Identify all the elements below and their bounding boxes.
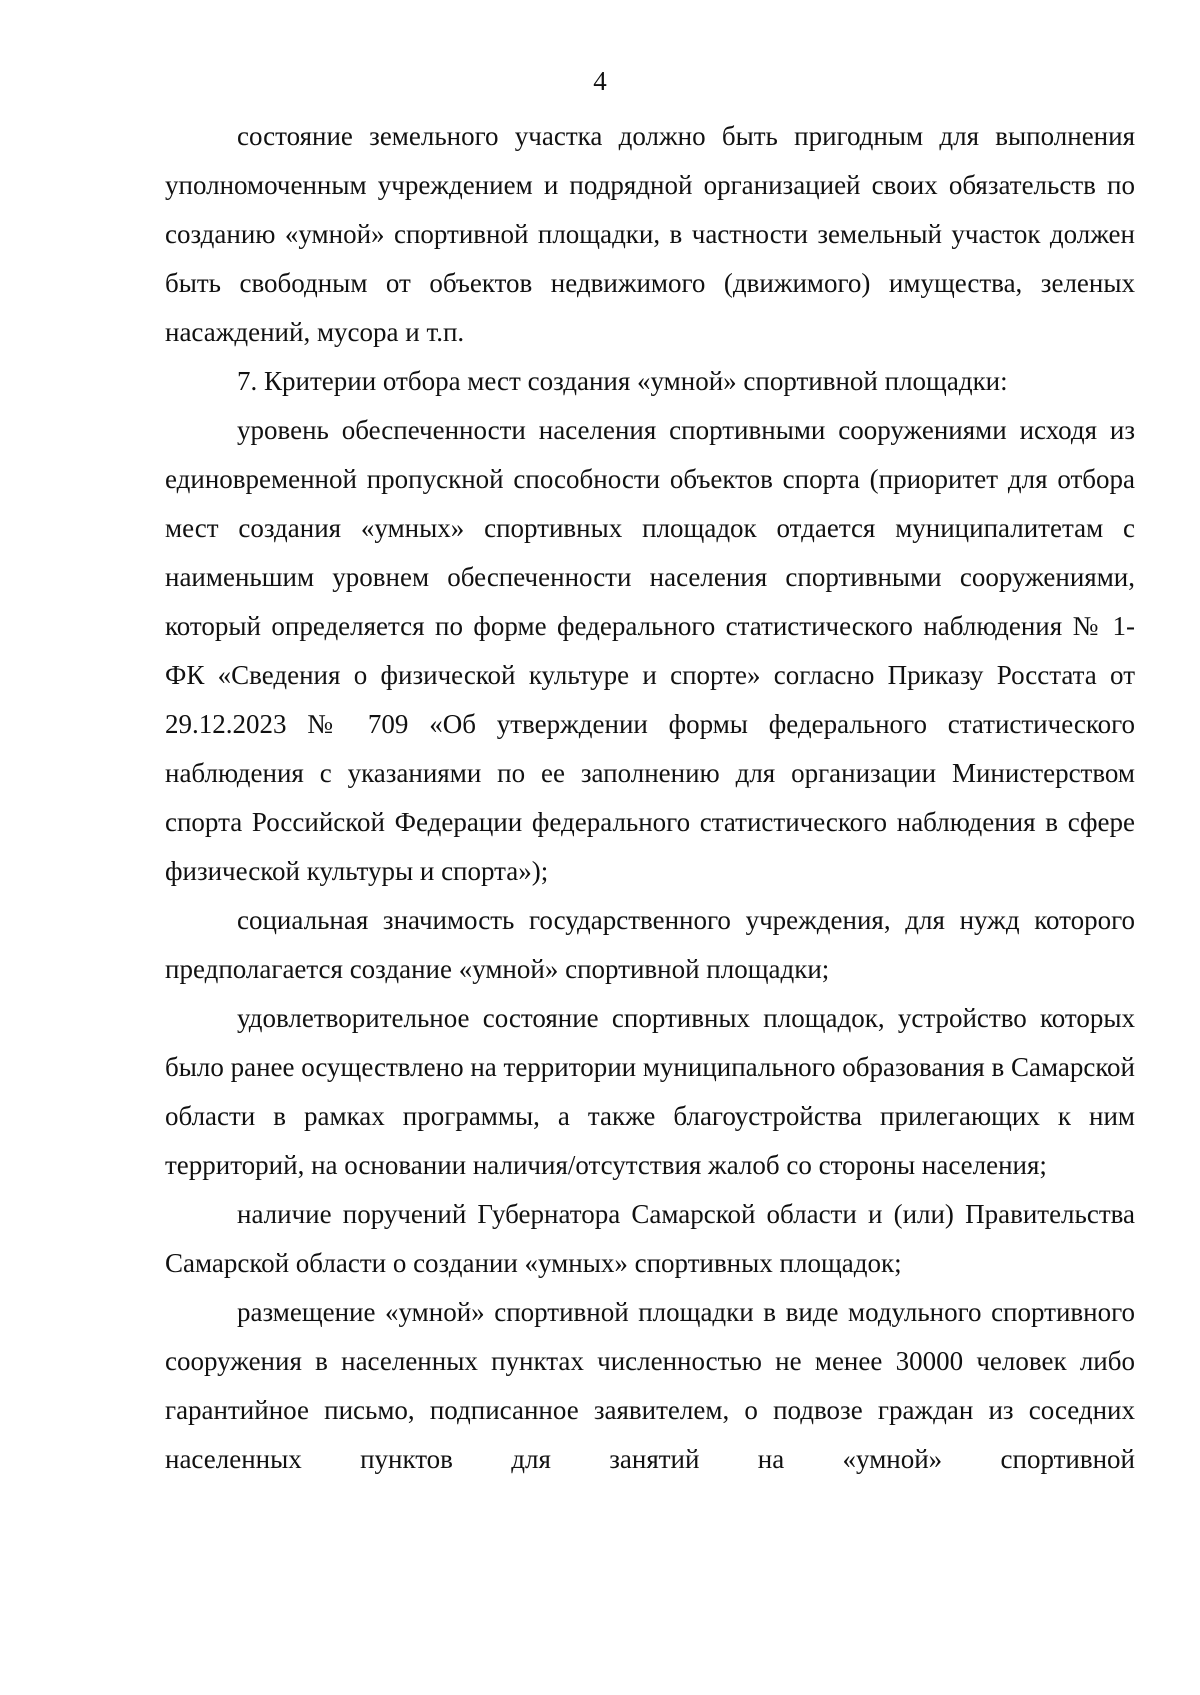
document-body (165, 112, 1135, 1484)
page-number: 4 (593, 66, 607, 96)
paragraph-land-plot-condition: состояние земельного участка должно быть пригодным для выполнения уполномоченным учреждением и подрядной организацией своих обязательств по созданию «умной» спортивной площадки, в частности земельный участок должен быть свободным от объектов недвижимого (движимого) имущества, зеленых насаждений, мусора и т.п. (165, 121, 1135, 347)
paragraph-modular-placement: размещение «умной» спортивной площадки в виде модульного спортивного сооружения в населенных пунктах численностью не менее 30000 человек либо гарантийное письмо, подписанное заявителем, о подвозе граждан из соседних населенных пунктов для занятий на «умной» спортивной (165, 1297, 1135, 1474)
paragraph-satisfactory-condition: удовлетворительное состояние спортивных площадок, устройство которых было ранее осуществлено на территории муниципального образования в Самарской области в рамках программы, а также благоустройства прилегающих к ним территорий, на основании наличия/отсутствия жалоб со стороны населения; (165, 1003, 1136, 1180)
paragraph-selection-criteria-heading: 7. Критерии отбора мест создания «умной» спортивной площадки: (237, 366, 1008, 396)
paragraph-social-significance: социальная значимость государственного учреждения, для нужд которого предполагается создание «умной» спортивной площадки; (165, 905, 1135, 984)
paragraph-provision-level: уровень обеспеченности населения спортивными сооружениями исходя из единовременной пропускной способности объектов спорта (приоритет для отбора мест создания «умных» спортивных площадок отдается муниципалитетам с наименьшим уровнем обеспеченности населения спортивными сооружениями, который определяется по форме федерального статистического наблюдения № 1-ФК «Сведения о физической культуре и спорте» согласно Приказу Росстата от 29.12.2023 № 709 «Об утверждении формы федерального статистического наблюдения с указаниями по ее заполнению для организации Министерством спорта Российской Федерации федерального статистического наблюдения в сфере физической культуры и спорта»); (165, 415, 1135, 886)
paragraph-governor-instructions: наличие поручений Губернатора Самарской области и (или) Правительства Самарской области о создании «умных» спортивных площадок; (165, 1199, 1135, 1278)
